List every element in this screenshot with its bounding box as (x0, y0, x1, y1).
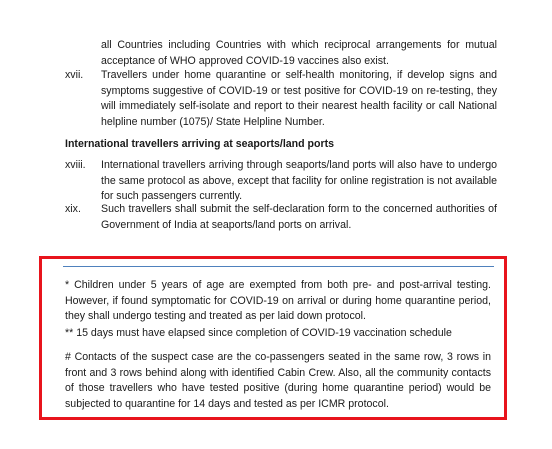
footnote-contacts-definition: # Contacts of the suspect case are the co-passengers seated in the same row, 3 rows in front and 3 rows behind along with identified Cabin Crew. Also, all the community contacts of those travellers who have tested positive (during home quarantine period) would be subjected to quarantine for 14 days and tested as per ICMR protocol. (65, 351, 491, 410)
item-number: xvii. (65, 69, 84, 81)
item-text: Travellers under home quarantine or self-health monitoring, if develop signs and symptoms suggestive of COVID-19 or test positive for COVID-19 on re-testing, they will immediately self-isolate and report to their nearest health facility or call National helpline number (1075)/ State Helpline Number. (101, 69, 497, 128)
footnote-children-exemption: * Children under 5 years of age are exempted from both pre- and post-arrival testing. However, if found symptomatic for COVID-19 on arrival or during home quarantine period, they shall undergo testing and treated as per laid down protocol. (65, 279, 491, 322)
footnote-rule (63, 266, 494, 267)
section-heading: International travellers arriving at seaports/land ports (65, 138, 335, 150)
item-text: International travellers arriving through seaports/land ports will also have to undergo the same protocol as above, except that facility for online registration is not available for such passengers currently. (101, 159, 497, 202)
footnote-vaccination-schedule: ** 15 days must have elapsed since completion of COVID-19 vaccination schedule (65, 327, 452, 339)
item-number: xix. (65, 203, 81, 215)
continuation-paragraph: all Countries including Countries with which reciprocal arrangements for mutual acceptance of WHO approved COVID-19 vaccines also exist. (101, 39, 497, 67)
item-number: xviii. (65, 159, 86, 171)
item-text: Such travellers shall submit the self-declaration form to the concerned authorities of Government of India at seaports/land ports on arrival. (101, 203, 497, 231)
